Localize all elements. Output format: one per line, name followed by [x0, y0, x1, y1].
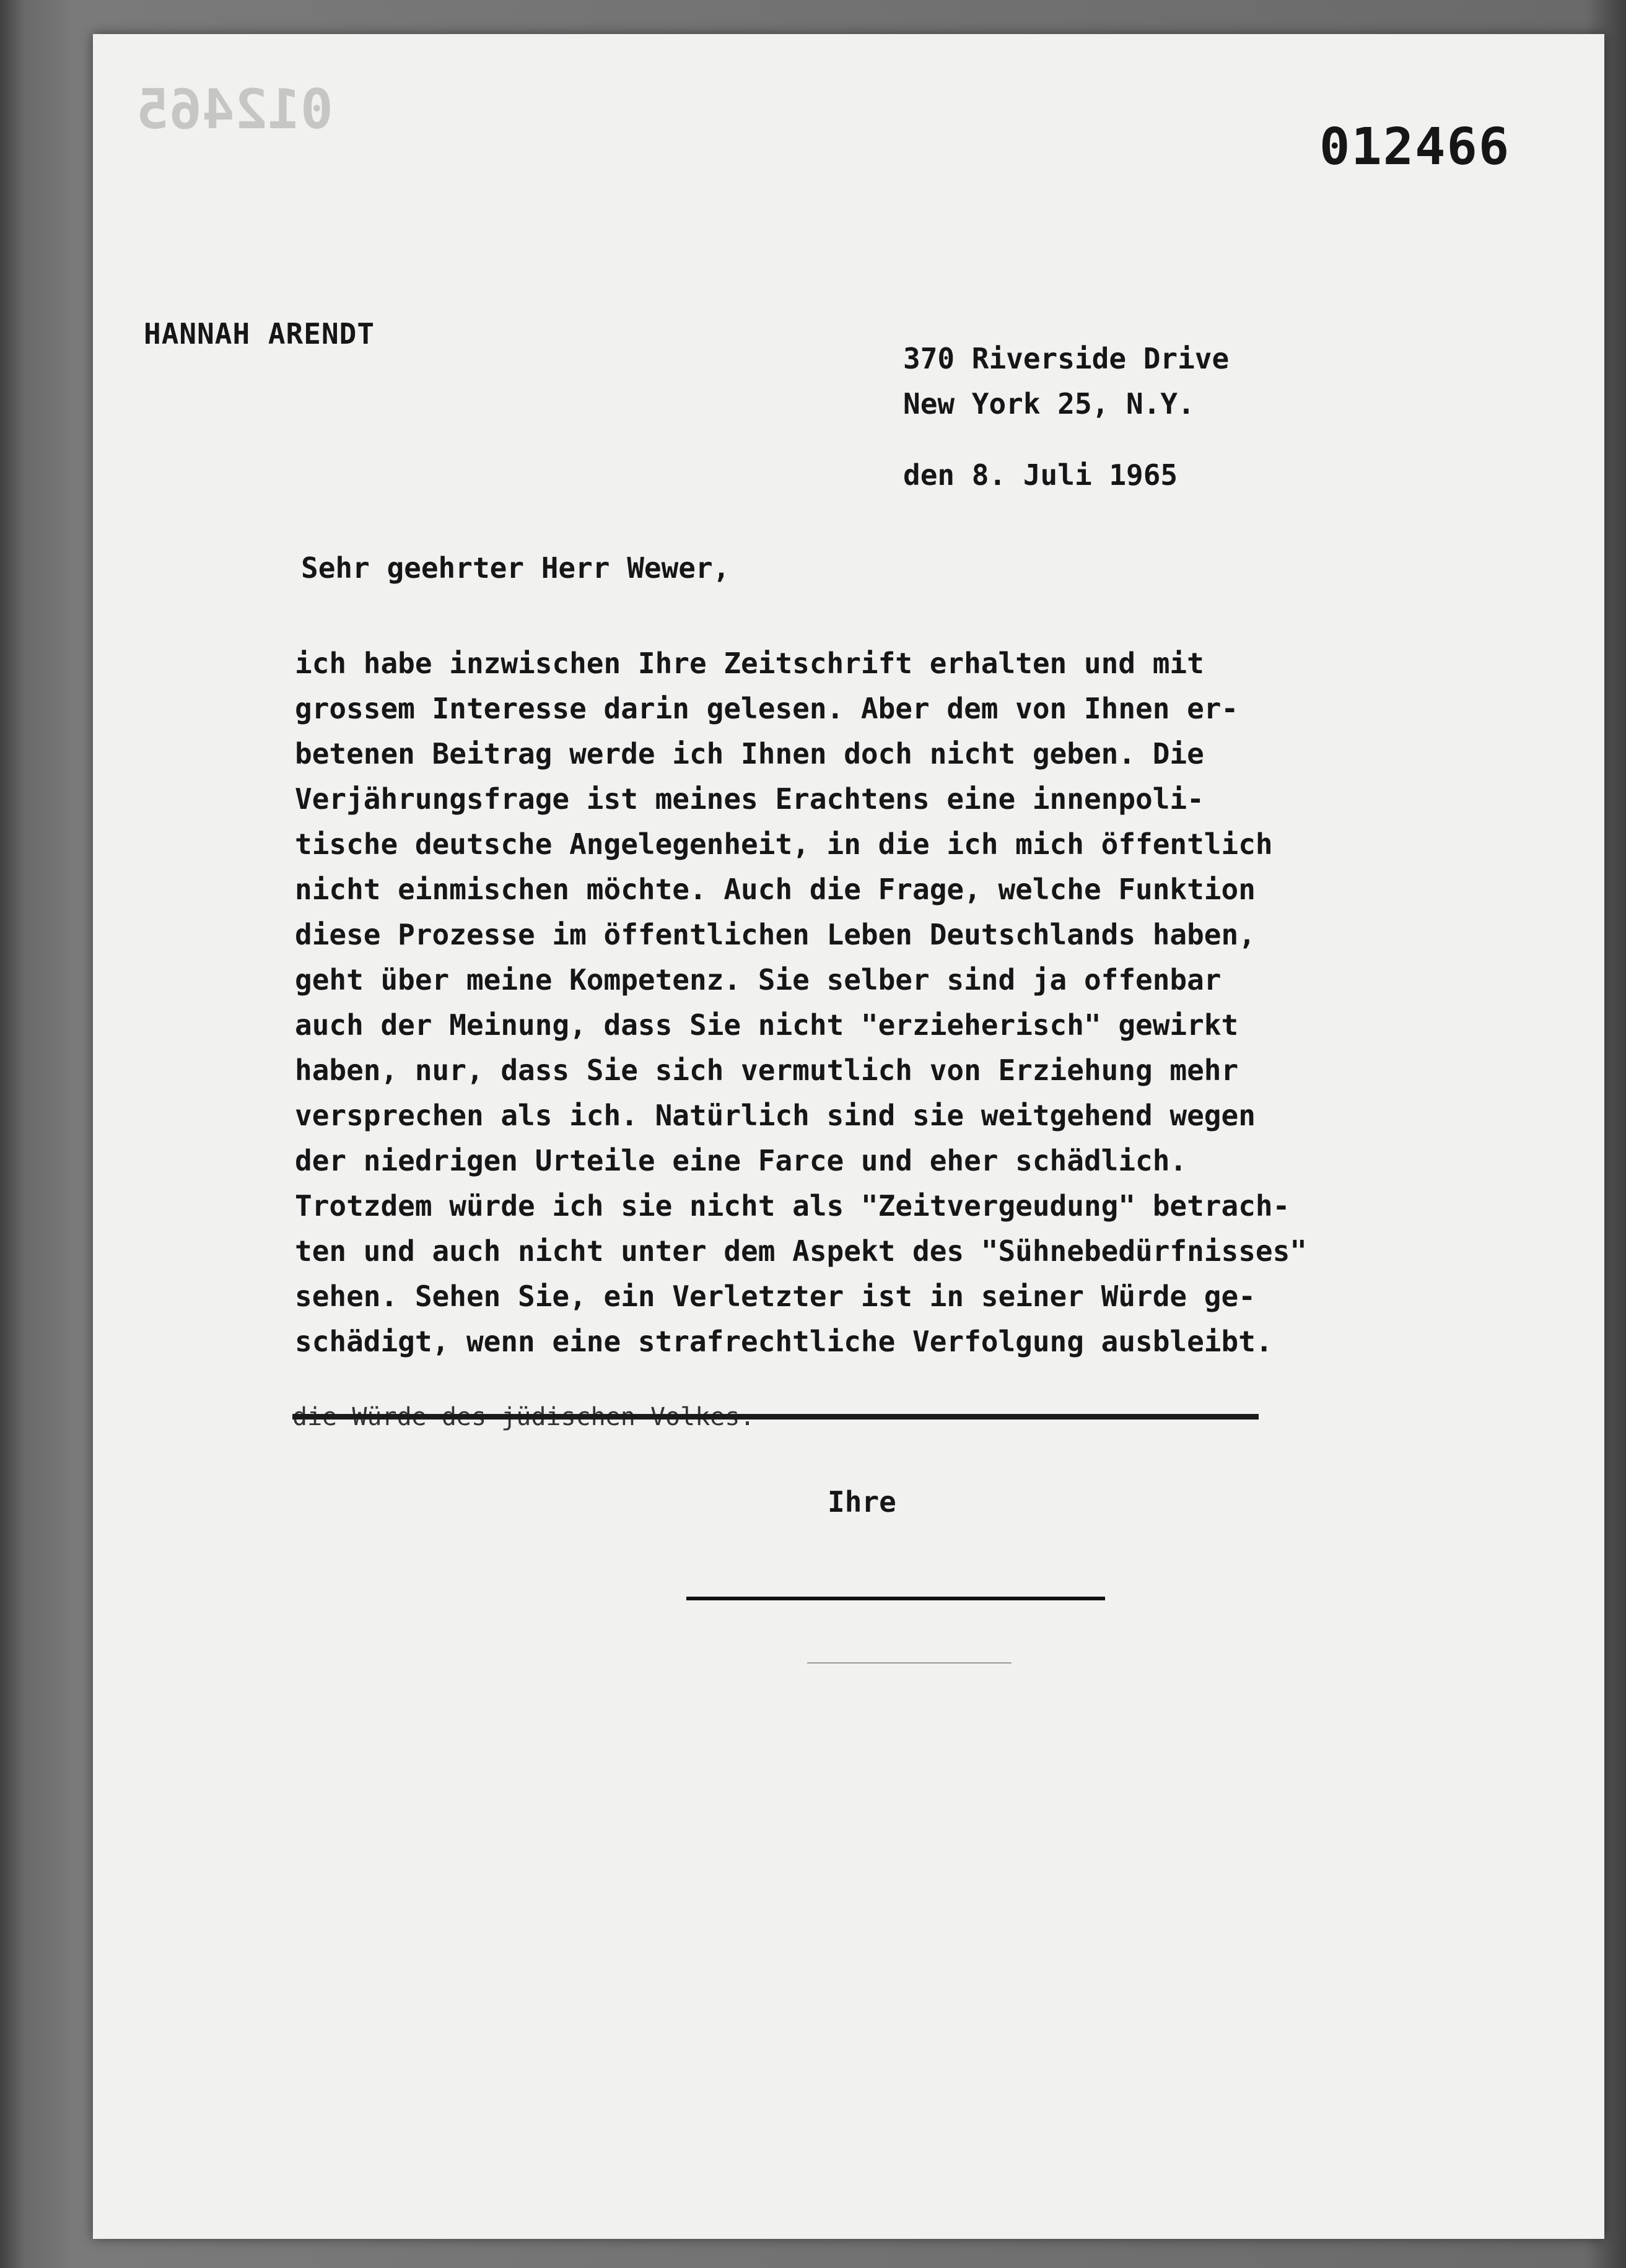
struck-out-line	[292, 1403, 1259, 1434]
letter-date: den 8. Juli 1965	[903, 458, 1178, 492]
body-line: auch der Meinung, dass Sie nicht "erzieherisch" gewirkt	[295, 1008, 1239, 1042]
address-street: 370 Riverside Drive	[903, 342, 1230, 375]
signature-line-faint	[807, 1662, 1012, 1664]
document-number: 012466	[1319, 118, 1511, 177]
body-line: versprechen als ich. Natürlich sind sie weitgehend wegen	[295, 1099, 1256, 1132]
address-block	[903, 336, 1229, 498]
body-line: schädigt, wenn eine strafrechtliche Verfolgung ausbleibt.	[295, 1325, 1273, 1358]
body-line: nicht einmischen möchte. Auch die Frage, welche Funktion	[295, 873, 1256, 906]
body-line: ich habe inzwischen Ihre Zeitschrift erhalten und mit	[295, 647, 1204, 680]
body-line: betenen Beitrag werde ich Ihnen doch nicht geben. Die	[295, 737, 1204, 770]
body-line: geht über meine Kompetenz. Sie selber sind ja offenbar	[295, 963, 1222, 997]
address-city: New York 25, N.Y.	[903, 387, 1195, 421]
sender-name: HANNAH ARENDT	[144, 317, 375, 351]
body-line: Verjährungsfrage ist meines Erachtens eine innenpoli-	[295, 782, 1204, 816]
body-line: ten und auch nicht unter dem Aspekt des "Sühnebedürfnisses"	[295, 1234, 1307, 1268]
closing: Ihre	[828, 1485, 896, 1519]
body-line: Trotzdem würde ich sie nicht als "Zeitvergeudung" betrach-	[295, 1189, 1290, 1223]
body-line: haben, nur, dass Sie sich vermutlich von Erziehung mehr	[295, 1053, 1239, 1087]
salutation: Sehr geehrter Herr Wewer,	[301, 551, 730, 585]
signature-line	[686, 1597, 1105, 1600]
bleed-through-number: 012465	[136, 77, 333, 141]
body-line: grossem Interesse darin gelesen. Aber dem von Ihnen er-	[295, 692, 1239, 725]
body-line: tische deutsche Angelegenheit, in die ich mich öffentlich	[295, 827, 1273, 861]
body-line: der niedrigen Urteile eine Farce und eher schädlich.	[295, 1144, 1187, 1177]
body-line: sehen. Sehen Sie, ein Verletzter ist in seiner Würde ge-	[295, 1280, 1256, 1313]
letter-body	[295, 641, 1311, 1364]
body-line: diese Prozesse im öffentlichen Leben Deutschlands haben,	[295, 918, 1256, 951]
strike-through-bar	[292, 1414, 1259, 1420]
